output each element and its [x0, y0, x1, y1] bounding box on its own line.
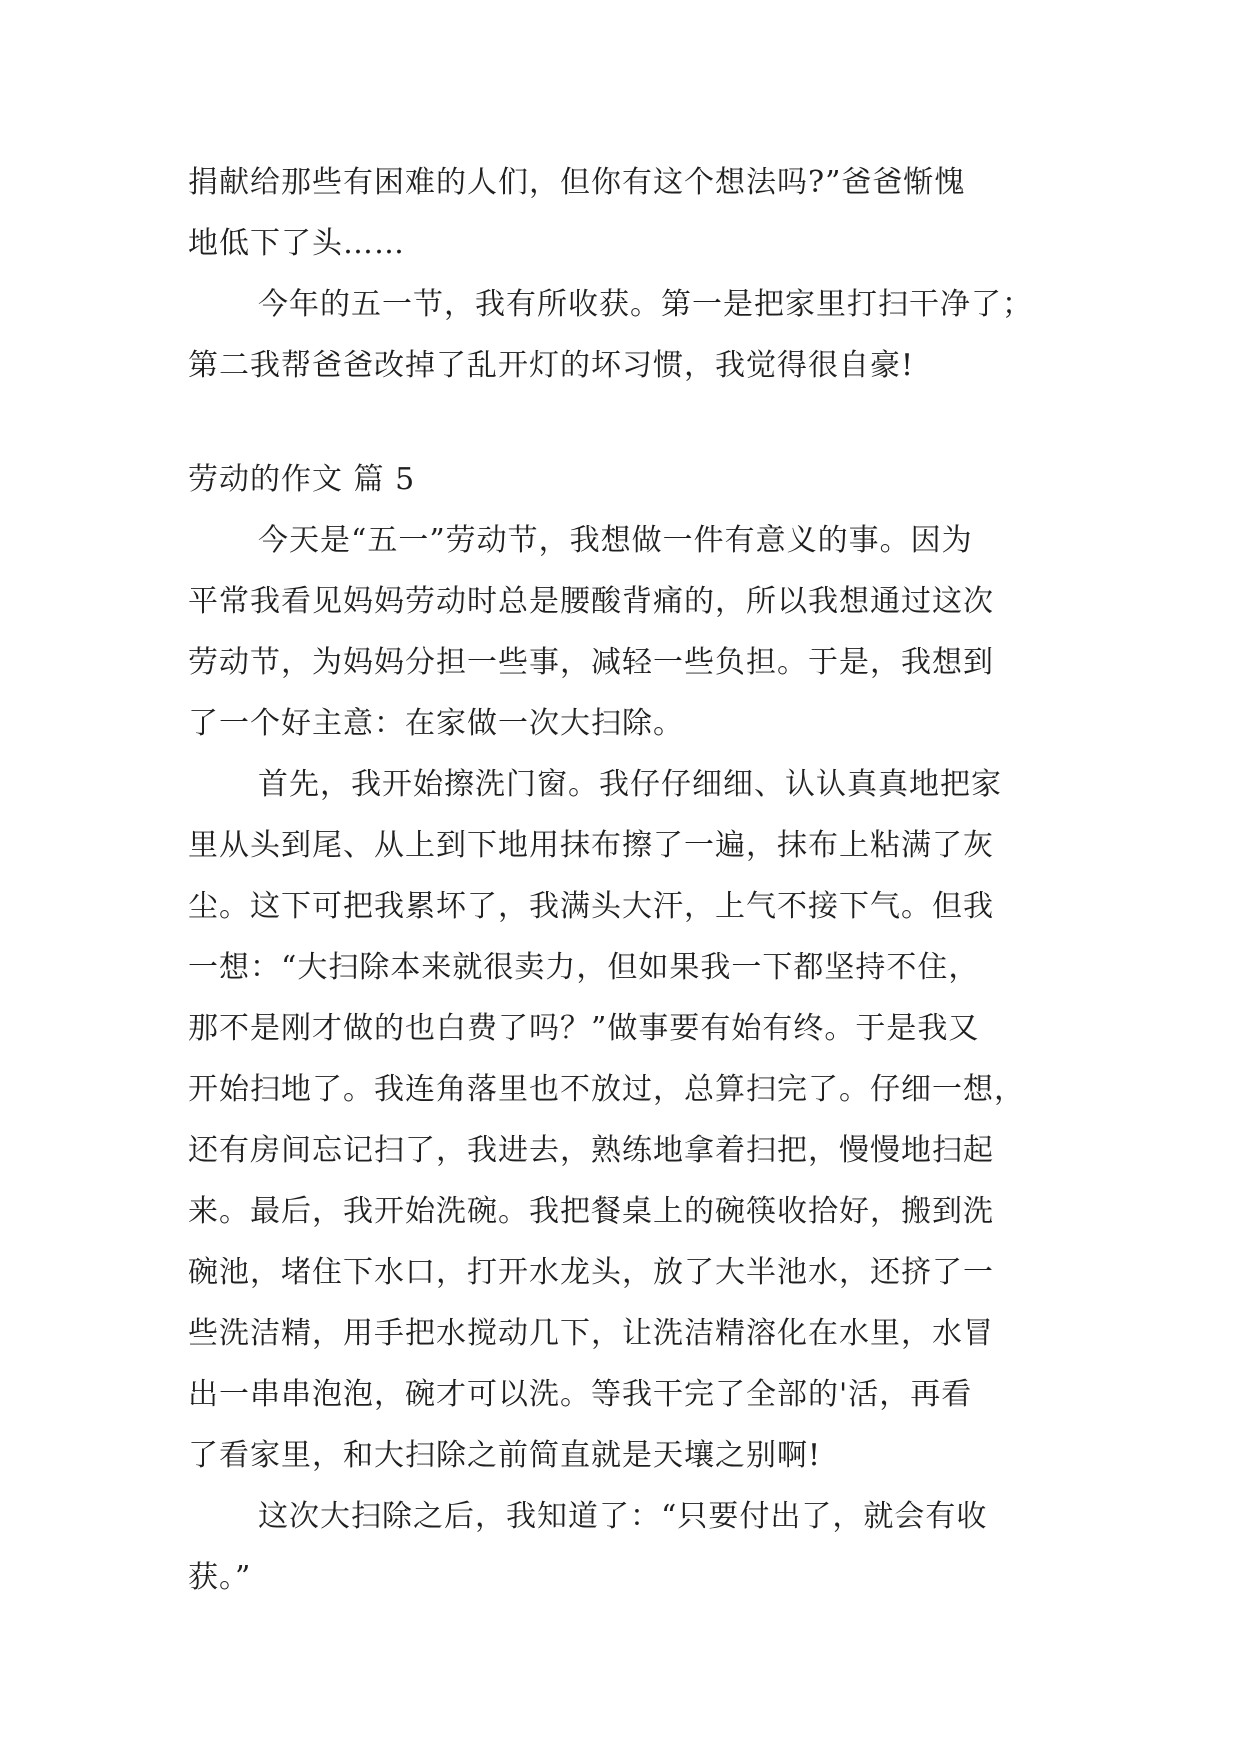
paragraph-line: 尘。这下可把我累坏了，我满头大汗，上气不接下气。但我 [188, 889, 994, 924]
paragraph-line: 来。最后，我开始洗碗。我把餐桌上的碗筷收拾好，搬到洗 [188, 1194, 994, 1229]
paragraph-line: 这次大扫除之后，我知道了：“只要付出了，就会有收 [258, 1499, 988, 1534]
paragraph-line: 了一个好主意：在家做一次大扫除。 [188, 706, 684, 741]
paragraph-line: 今天是“五一”劳动节，我想做一件有意义的事。因为 [258, 523, 973, 558]
paragraph-line: 里从头到尾、从上到下地用抹布擦了一遍，抹布上粘满了灰 [188, 828, 994, 863]
paragraph-line: 平常我看见妈妈劳动时总是腰酸背痛的，所以我想通过这次 [188, 584, 994, 619]
paragraph-line: 一想：“大扫除本来就很卖力，但如果我一下都坚持不住， [188, 950, 980, 985]
paragraph-line: 了看家里，和大扫除之前简直就是天壤之别啊! [188, 1438, 822, 1473]
paragraph-line: 今年的五一节，我有所收获。第一是把家里打扫干净了； [258, 287, 1033, 322]
paragraph-line: 那不是刚才做的也白费了吗？”做事要有始有终。于是我又 [188, 1011, 980, 1046]
paragraph-line: 首先，我开始擦洗门窗。我仔仔细细、认认真真地把家 [258, 767, 1002, 802]
paragraph-line: 还有房间忘记扫了，我进去，熟练地拿着扫把，慢慢地扫起 [188, 1133, 994, 1168]
paragraph-line: 获。” [188, 1560, 252, 1595]
paragraph-line: 捐献给那些有困难的人们，但你有这个想法吗?”爸爸惭愧 [188, 165, 966, 200]
paragraph-line: 些洗洁精，用手把水搅动几下，让洗洁精溶化在水里，水冒 [188, 1316, 994, 1351]
paragraph-line: 出一串串泡泡，碗才可以洗。等我干完了全部的'活，再看 [188, 1377, 973, 1412]
paragraph-line: 开始扫地了。我连角落里也不放过，总算扫完了。仔细一想， [188, 1072, 1025, 1107]
paragraph-line: 劳动节，为妈妈分担一些事，减轻一些负担。于是，我想到 [188, 645, 994, 680]
section-heading: 劳动的作文 篇 5 [188, 462, 416, 497]
paragraph-line: 地低下了头…… [188, 226, 405, 261]
paragraph-line: 第二我帮爸爸改掉了乱开灯的坏习惯，我觉得很自豪! [188, 348, 915, 383]
paragraph-line: 碗池，堵住下水口，打开水龙头，放了大半池水，还挤了一 [188, 1255, 994, 1290]
